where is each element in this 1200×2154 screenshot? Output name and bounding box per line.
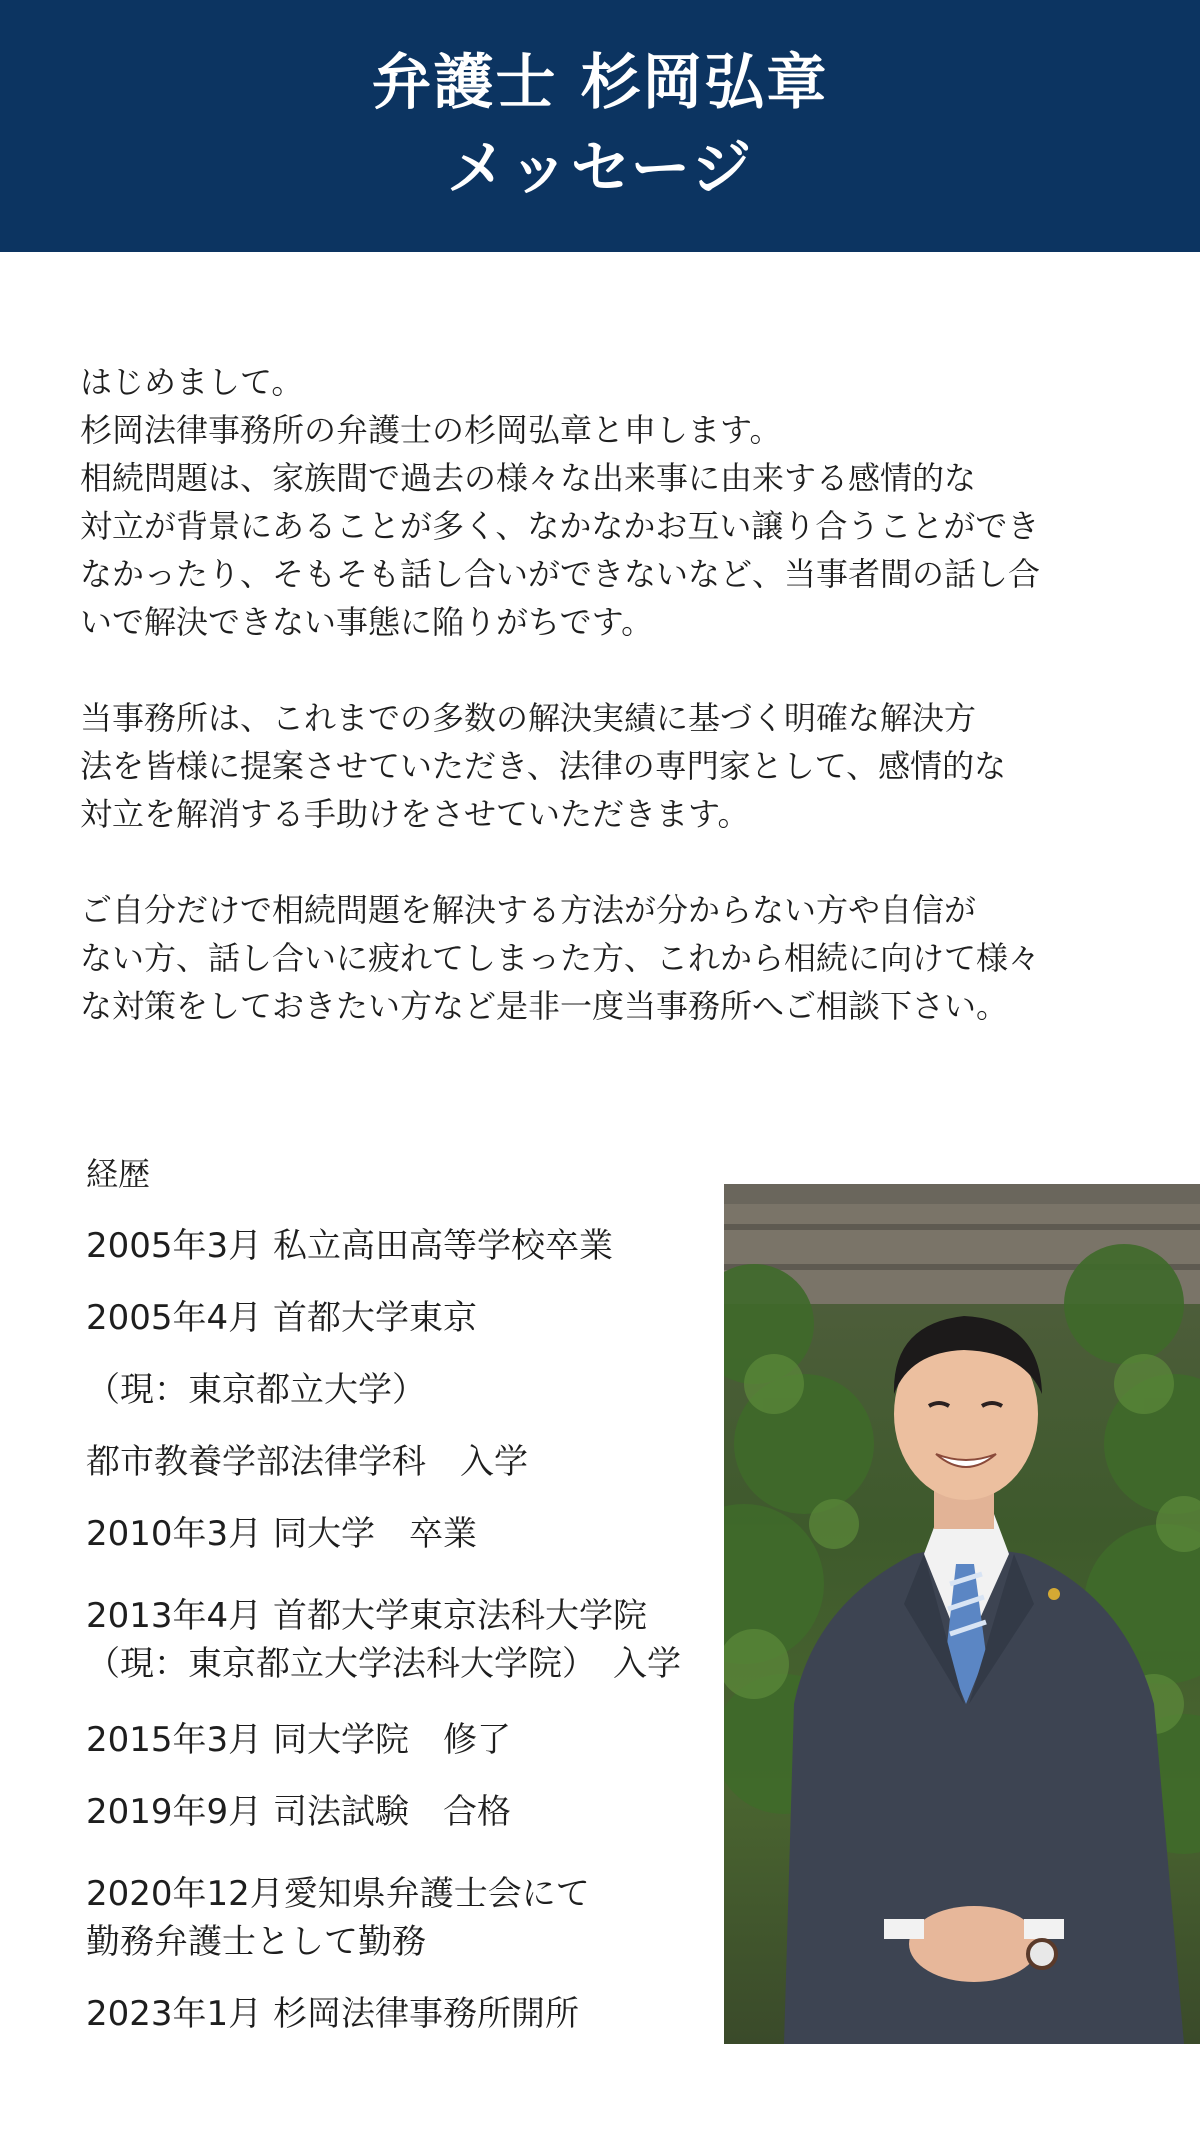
page-header	[0, 0, 1200, 252]
message-line: 対立を解消する手助けをさせていただきます。	[80, 795, 750, 833]
career-item: （現：東京都立大学）	[86, 1370, 426, 1410]
message-line: ない方、話し合いに疲れてしまった方、これから相続に向けて様々	[80, 939, 1041, 977]
career-item: （現：東京都立大学法科大学院） 入学	[86, 1644, 681, 1684]
message-line: ご自分だけで相続問題を解決する方法が分からない方や自信が	[80, 891, 977, 929]
career-item: 2019年9月 司法試験 合格	[86, 1792, 511, 1832]
message-line: はじめまして。	[80, 363, 304, 401]
message-line: 対立が背景にあることが多く、なかなかお互い譲り合うことができ	[80, 507, 1040, 545]
message-line: なかったり、そもそも話し合いができないなど、当事者間の話し合	[80, 555, 1041, 593]
page-title-name: 弁護士 杉岡弘章	[371, 48, 829, 118]
message-paragraph	[80, 886, 1140, 1030]
message-line: 杉岡法律事務所の弁護士の杉岡弘章と申します。	[80, 411, 782, 449]
career-item: 2005年4月 首都大学東京	[86, 1298, 477, 1338]
message-paragraph	[80, 694, 1140, 838]
message-line: 法を皆様に提案させていただき、法律の専門家として、感情的な	[80, 747, 1007, 785]
message-line: いで解決できない事態に陥りがちです。	[80, 603, 654, 641]
career-item: 2005年3月 私立高田高等学校卒業	[86, 1226, 613, 1266]
message-line: 当事務所は、これまでの多数の解決実績に基づく明確な解決方	[80, 699, 977, 737]
message-paragraph	[80, 358, 1140, 646]
lawyer-portrait-photo	[724, 1184, 1200, 2044]
message-line: 相続問題は、家族間で過去の様々な出来事に由来する感情的な	[80, 459, 977, 497]
career-item: 都市教養学部法律学科 入学	[86, 1442, 528, 1482]
career-heading: 経歴	[86, 1155, 151, 1193]
career-item: 2010年3月 同大学 卒業	[86, 1514, 477, 1554]
page-title-message: メッセージ	[446, 134, 754, 204]
career-item: 勤務弁護士として勤務	[86, 1922, 426, 1962]
career-item: 2013年4月 首都大学東京法科大学院	[86, 1596, 647, 1636]
message-section	[80, 358, 1140, 1078]
career-item: 2020年12月愛知県弁護士会にて	[86, 1874, 590, 1914]
career-item: 2023年1月 杉岡法律事務所開所	[86, 1994, 579, 2034]
message-line: な対策をしておきたい方など是非一度当事務所へご相談下さい。	[80, 987, 1009, 1025]
career-item: 2015年3月 同大学院 修了	[86, 1720, 511, 1760]
